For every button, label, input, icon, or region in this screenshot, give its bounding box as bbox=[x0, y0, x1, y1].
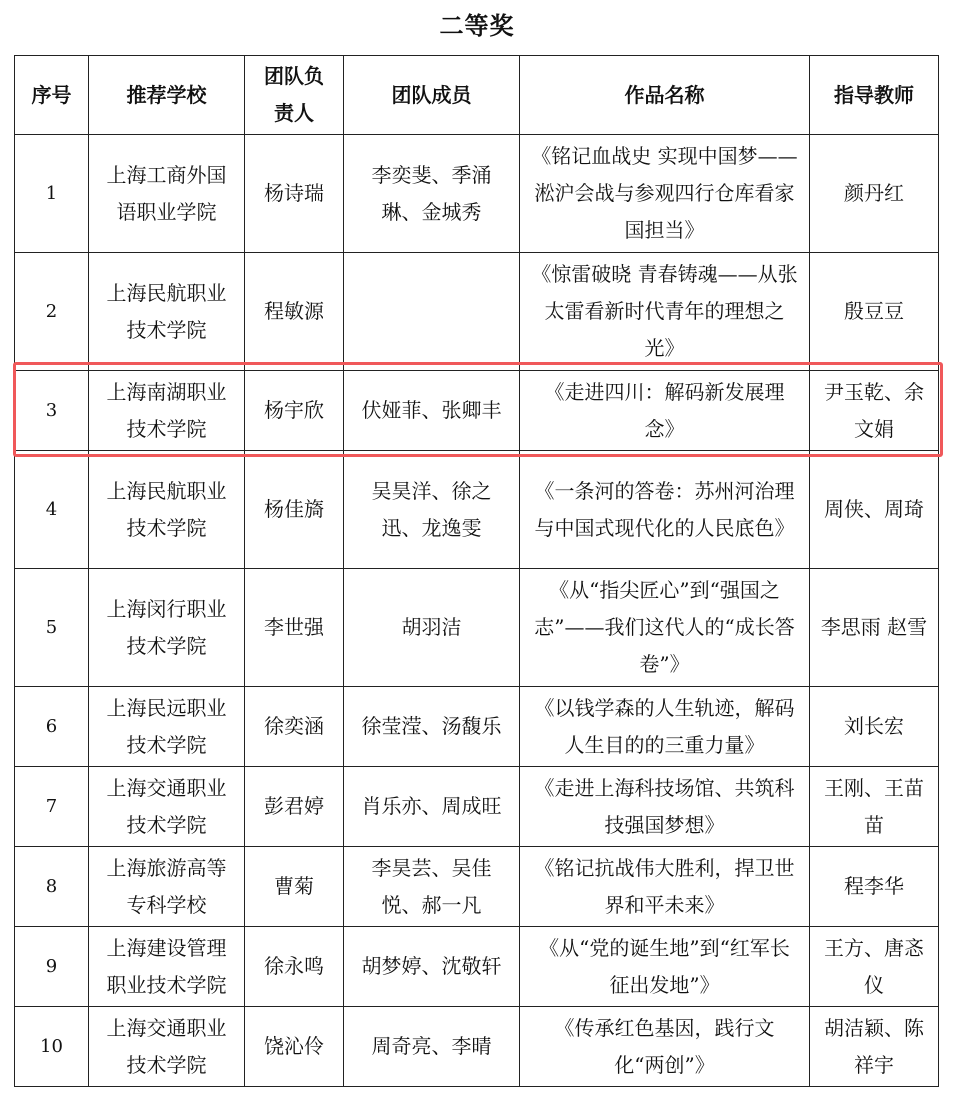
table-row bbox=[15, 253, 939, 371]
cell-index: 10 bbox=[15, 1007, 89, 1087]
cell-teacher: 程李华 bbox=[810, 847, 939, 927]
table-row bbox=[15, 927, 939, 1007]
table-row bbox=[15, 569, 939, 687]
cell-leader: 饶沁伶 bbox=[245, 1007, 344, 1087]
cell-index: 6 bbox=[15, 687, 89, 767]
cell-school: 上海民航职业技术学院 bbox=[89, 253, 245, 371]
cell-leader: 徐奕涵 bbox=[245, 687, 344, 767]
cell-leader: 杨佳旖 bbox=[245, 451, 344, 569]
cell-index: 5 bbox=[15, 569, 89, 687]
cell-school: 上海民远职业技术学院 bbox=[89, 687, 245, 767]
cell-leader: 杨诗瑞 bbox=[245, 135, 344, 253]
cell-teacher: 李思雨 赵雪 bbox=[810, 569, 939, 687]
header-index: 序号 bbox=[15, 56, 89, 135]
cell-index: 1 bbox=[15, 135, 89, 253]
cell-teacher: 王刚、王苗苗 bbox=[810, 767, 939, 847]
table-row bbox=[15, 687, 939, 767]
cell-members: 胡梦婷、沈敬轩 bbox=[344, 927, 520, 1007]
cell-members: 徐莹滢、汤馥乐 bbox=[344, 687, 520, 767]
cell-school: 上海闵行职业技术学院 bbox=[89, 569, 245, 687]
cell-work: 《走进上海科技场馆、共筑科技强国梦想》 bbox=[520, 767, 810, 847]
cell-work: 《走进四川：解码新发展理念》 bbox=[520, 371, 810, 451]
cell-school: 上海工商外国语职业学院 bbox=[89, 135, 245, 253]
header-school: 推荐学校 bbox=[89, 56, 245, 135]
cell-members: 吴昊洋、徐之迅、龙逸雯 bbox=[344, 451, 520, 569]
cell-index: 4 bbox=[15, 451, 89, 569]
table-row bbox=[15, 135, 939, 253]
cell-members bbox=[344, 253, 520, 371]
cell-work: 《铭记血战史 实现中国梦——淞沪会战与参观四行仓库看家国担当》 bbox=[520, 135, 810, 253]
cell-leader: 李世强 bbox=[245, 569, 344, 687]
cell-work: 《从“指尖匠心”到“强国之志”——我们这代人的“成长答卷”》 bbox=[520, 569, 810, 687]
cell-school: 上海交通职业技术学院 bbox=[89, 1007, 245, 1087]
cell-members: 肖乐亦、周成旺 bbox=[344, 767, 520, 847]
table-row bbox=[15, 451, 939, 569]
cell-work: 《一条河的答卷：苏州河治理与中国式现代化的人民底色》 bbox=[520, 451, 810, 569]
cell-work: 《从“党的诞生地”到“红军长征出发地”》 bbox=[520, 927, 810, 1007]
table-row bbox=[15, 371, 939, 451]
cell-members: 胡羽洁 bbox=[344, 569, 520, 687]
table-row bbox=[15, 767, 939, 847]
cell-teacher: 王方、唐忞仪 bbox=[810, 927, 939, 1007]
cell-teacher: 周侠、周琦 bbox=[810, 451, 939, 569]
cell-leader: 彭君婷 bbox=[245, 767, 344, 847]
header-members: 团队成员 bbox=[344, 56, 520, 135]
cell-members: 李奕斐、季涌琳、金城秀 bbox=[344, 135, 520, 253]
header-leader: 团队负责人 bbox=[245, 56, 344, 135]
cell-members: 李昊芸、吴佳悦、郝一凡 bbox=[344, 847, 520, 927]
cell-leader: 杨宇欣 bbox=[245, 371, 344, 451]
cell-school: 上海旅游高等专科学校 bbox=[89, 847, 245, 927]
cell-index: 9 bbox=[15, 927, 89, 1007]
cell-members: 周奇亮、李晴 bbox=[344, 1007, 520, 1087]
cell-school: 上海南湖职业技术学院 bbox=[89, 371, 245, 451]
cell-teacher: 刘长宏 bbox=[810, 687, 939, 767]
cell-school: 上海建设管理职业技术学院 bbox=[89, 927, 245, 1007]
cell-teacher: 颜丹红 bbox=[810, 135, 939, 253]
table-row bbox=[15, 1007, 939, 1087]
awards-table bbox=[14, 55, 939, 1087]
cell-work: 《传承红色基因，践行文化“两创”》 bbox=[520, 1007, 810, 1087]
table-header-row bbox=[15, 56, 939, 135]
cell-index: 7 bbox=[15, 767, 89, 847]
cell-index: 2 bbox=[15, 253, 89, 371]
cell-leader: 曹菊 bbox=[245, 847, 344, 927]
cell-members: 伏娅菲、张卿丰 bbox=[344, 371, 520, 451]
cell-school: 上海交通职业技术学院 bbox=[89, 767, 245, 847]
cell-leader: 徐永鸣 bbox=[245, 927, 344, 1007]
cell-work: 《惊雷破晓 青春铸魂——从张太雷看新时代青年的理想之光》 bbox=[520, 253, 810, 371]
cell-index: 3 bbox=[15, 371, 89, 451]
table-row bbox=[15, 847, 939, 927]
cell-teacher: 胡洁颖、陈祥宇 bbox=[810, 1007, 939, 1087]
header-work: 作品名称 bbox=[520, 56, 810, 135]
page-title: 二等奖 bbox=[439, 12, 515, 40]
cell-work: 《以钱学森的人生轨迹，解码人生目的的三重力量》 bbox=[520, 687, 810, 767]
header-teacher: 指导教师 bbox=[810, 56, 939, 135]
cell-school: 上海民航职业技术学院 bbox=[89, 451, 245, 569]
cell-leader: 程敏源 bbox=[245, 253, 344, 371]
cell-teacher: 殷豆豆 bbox=[810, 253, 939, 371]
cell-index: 8 bbox=[15, 847, 89, 927]
cell-work: 《铭记抗战伟大胜利，捍卫世界和平未来》 bbox=[520, 847, 810, 927]
cell-teacher: 尹玉乾、余文娟 bbox=[810, 371, 939, 451]
